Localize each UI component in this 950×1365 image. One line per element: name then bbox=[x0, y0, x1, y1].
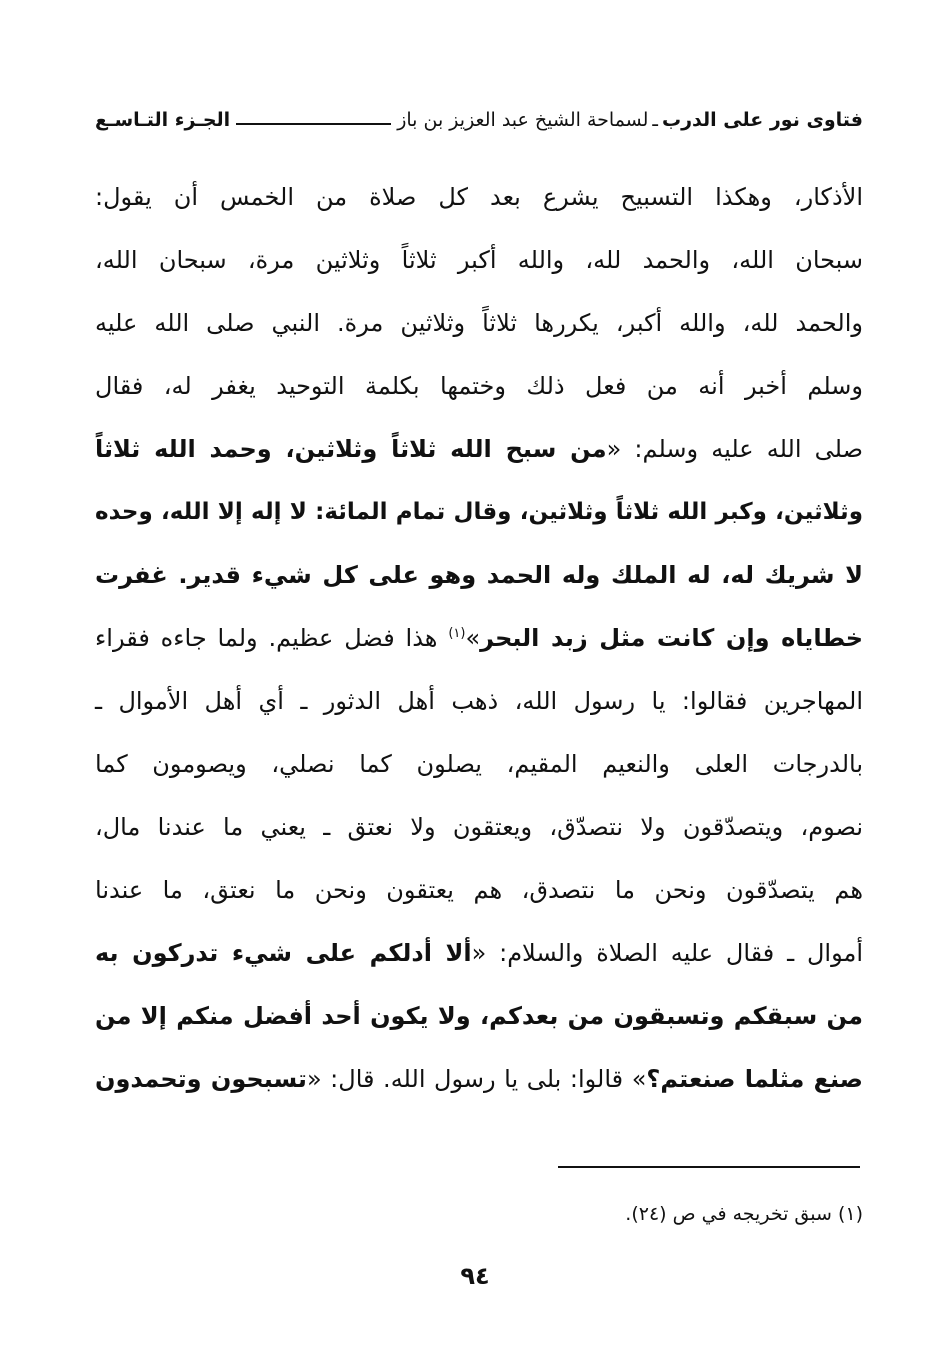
author-name: لسماحة الشيخ عبد العزيز بن باز bbox=[397, 109, 649, 131]
footnote-divider bbox=[558, 1166, 860, 1168]
text-segment: تسبحون وتحمدون bbox=[95, 1065, 307, 1093]
text-segment: ألا أدلكم على شيء تدركون به bbox=[95, 939, 472, 967]
text-segment: والحمد لله، والله أكبر، يكررها ثلاثاً وثلاثين مرة. النبي صلى الله عليه bbox=[95, 309, 863, 337]
body-text bbox=[95, 170, 863, 1115]
text-line bbox=[95, 485, 863, 548]
text-line bbox=[95, 1052, 863, 1115]
text-line bbox=[95, 800, 863, 863]
text-segment: خطاياه وإن كانت مثل زبد البحر bbox=[480, 624, 864, 652]
text-segment: لا شريك له، له الملك وله الحمد وهو على كل شيء قدير. غفرت bbox=[95, 561, 863, 589]
text-segment: صلى الله عليه وسلم: « bbox=[606, 435, 863, 463]
text-segment: » bbox=[465, 624, 481, 652]
book-title: فتاوى نور على الدرب bbox=[662, 109, 863, 131]
text-line bbox=[95, 233, 863, 296]
text-line bbox=[95, 548, 863, 611]
running-header bbox=[95, 102, 863, 138]
text-line bbox=[95, 359, 863, 422]
header-rule bbox=[236, 123, 391, 125]
footnote-marker[interactable]: (١) bbox=[448, 626, 466, 641]
part-label: الجـزء التـاسـع bbox=[95, 109, 231, 131]
text-line bbox=[95, 989, 863, 1052]
text-segment: وسلم أخبر أنه من فعل ذلك وختمها بكلمة التوحيد يغفر له، فقال bbox=[95, 372, 863, 400]
text-line bbox=[95, 737, 863, 800]
text-segment: هم يتصدّقون ونحن ما نتصدق، هم يعتقون ونحن ما نعتق، ما عندنا bbox=[95, 876, 863, 904]
text-segment: بالدرجات العلى والنعيم المقيم، يصلون كما نصلي، ويصومون كما bbox=[95, 750, 863, 778]
text-segment: صنع مثلما صنعتم؟ bbox=[646, 1065, 864, 1093]
text-segment: من سبح الله ثلاثاً وثلاثين، وحمد الله ثلاثاً bbox=[95, 435, 607, 463]
text-segment: وثلاثين، وكبر الله ثلاثاً وثلاثين، وقال تمام المائة: لا إله إلا الله، وحده bbox=[95, 499, 863, 525]
text-segment: المهاجرين فقالوا: يا رسول الله، ذهب أهل الدثور ـ أي أهل الأموال ـ bbox=[95, 687, 863, 715]
header-separator: ـ bbox=[652, 109, 658, 131]
text-segment: أموال ـ فقال عليه الصلاة والسلام: « bbox=[471, 939, 863, 967]
text-segment: » قالوا: بلى يا رسول الله. قال: « bbox=[306, 1065, 647, 1093]
text-segment: الأذكار، وهكذا التسبيح يشرع بعد كل صلاة من الخمس أن يقول: bbox=[95, 183, 863, 211]
text-line bbox=[95, 863, 863, 926]
text-line bbox=[95, 170, 863, 233]
text-line bbox=[95, 296, 863, 359]
text-segment: هذا فضل عظيم. ولما جاءه فقراء bbox=[95, 624, 449, 652]
text-line bbox=[95, 422, 863, 485]
text-line bbox=[95, 926, 863, 989]
text-line bbox=[95, 611, 863, 674]
text-line bbox=[95, 674, 863, 737]
text-segment: من سبقكم وتسبقون من بعدكم، ولا يكون أحد أفضل منكم إلا من bbox=[95, 1002, 863, 1030]
page-number: ٩٤ bbox=[460, 1262, 490, 1290]
text-segment: نصوم، ويتصدّقون ولا نتصدّق، ويعتقون ولا نعتق ـ يعني ما عندنا مال، bbox=[95, 813, 863, 841]
text-segment: سبحان الله، والحمد لله، والله أكبر ثلاثاً وثلاثين مرة، سبحان الله، bbox=[95, 246, 863, 274]
footnote: (١) سبق تخريجه في ص (٢٤). bbox=[625, 1203, 863, 1225]
